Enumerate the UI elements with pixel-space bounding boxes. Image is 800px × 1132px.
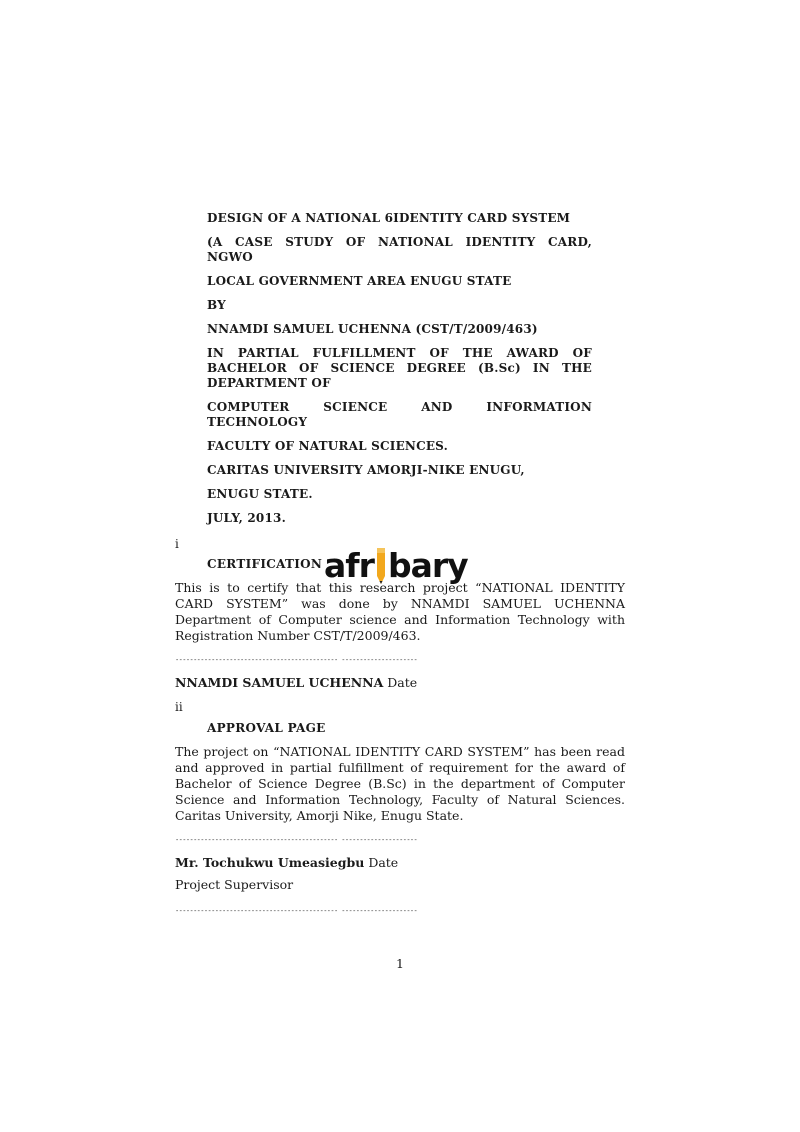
department-line: COMPUTER SCIENCE AND INFORMATION TECHNOLOGY [207,400,592,429]
approval-heading: APPROVAL PAGE [207,721,326,735]
roman-page-marker-i: i [175,537,179,551]
signer-name: NNAMDI SAMUEL UCHENNA [175,675,384,690]
date-label: Date [368,855,399,870]
state-line: ENUGU STATE. [207,487,313,501]
faculty-line: FACULTY OF NATURAL SCIENCES. [207,439,449,453]
date-label: Date [387,675,418,690]
approval-signature-line: --------------------------------------------- --------------------- [175,836,418,844]
title-line: DESIGN OF A NATIONAL 6IDENTITY CARD SYSTEM [207,211,571,225]
by-line: BY [207,298,226,312]
supervisor-name: Mr. Tochukwu Umeasiegbu [175,855,365,870]
supervisor-signature-line: --------------------------------------------- --------------------- [175,907,418,915]
location-line: LOCAL GOVERNMENT AREA ENUGU STATE [207,274,512,288]
svg-text:afr: afr [324,546,374,585]
university-line: CARITAS UNIVERSITY AMORJI-NIKE ENUGU, [207,463,525,477]
certification-signer [175,675,417,691]
roman-page-marker-ii: ii [175,700,183,714]
certification-signature-line: --------------------------------------------- --------------------- [175,656,418,664]
supervisor-role: Project Supervisor [175,877,294,892]
page-number: 1 [396,956,404,971]
author-line: NNAMDI SAMUEL UCHENNA (CST/T/2009/463) [207,322,538,336]
pencil-icon [377,548,385,584]
case-study-line: (A CASE STUDY OF NATIONAL IDENTITY CARD, NGWO [207,235,592,264]
fulfillment-line: IN PARTIAL FULFILLMENT OF THE AWARD OF BACHELOR OF SCIENCE DEGREE (B.Sc) IN THE DEPARTMENT OF [207,346,592,390]
approval-body: The project on “NATIONAL IDENTITY CARD SYSTEM” has been read and approved in partial fulfillment of requirement for the award of Bachelor of Science Degree (B.Sc) in the department of Computer Science and Information Technology, Faculty of Natural Sciences. Caritas University, Amorji Nike, Enugu State. [175,744,625,823]
certification-heading: CERTIFICATION [207,557,323,571]
date-line: JULY, 2013. [207,511,286,525]
approval-signer [175,855,398,871]
title-block [207,211,592,535]
certification-body: This is to certify that this research project “NATIONAL IDENTITY CARD SYSTEM” was done by NNAMDI SAMUEL UCHENNA Department of Computer science and Information Technology with Registration Number CST/T/2009/463. [175,580,625,643]
svg-text:bary: bary [388,546,468,585]
